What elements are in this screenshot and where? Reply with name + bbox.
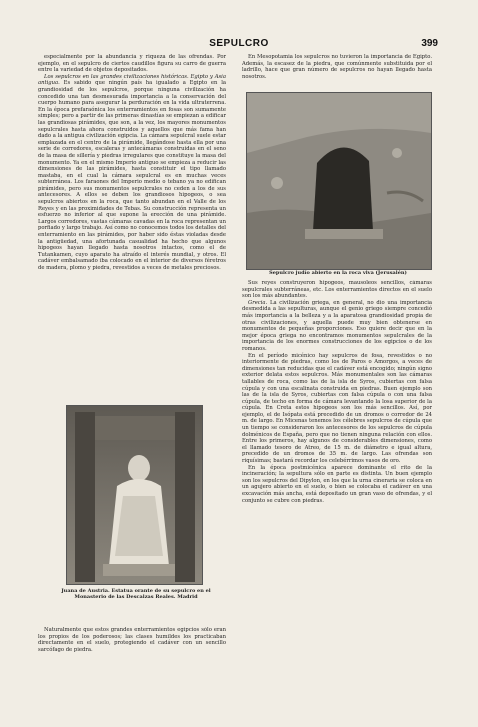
- rock-tomb-illustration: [247, 93, 431, 269]
- page-title: SEPULCRO: [209, 38, 269, 49]
- left-column-bottom: [38, 627, 226, 707]
- right-column-top: [242, 54, 432, 86]
- page-header: [40, 38, 438, 52]
- left-paragraph-2: [38, 74, 226, 272]
- left-paragraph-3: Naturalmente que estos grandes enterramientos egipcios sólo eran los propios de los poderosos; las clases humildes los practicaban directamente en el suelo, protegiendo el cadáver con un sencillo sarcófago de piedra.: [38, 627, 226, 653]
- left-paragraph-2-body: Es sabido que ningún país ha igualado a Egipto en la grandiosidad de los sepulcros, porque ninguna civilización ha concedido una tan desmesurada importancia a la conservación del cuerpo humano para asegurar la perduración en la vida ultraterrena. En la época prefaraónica los enterramientos en fosas son sumamente simples; pero a partir de las primeras dinastías se empiezan a edificar las grandiosas pirámides, que son, a la vez, los mayores monumentos sepulcrales hasta ahora construidos y aquellos que más fama han dado a la antigua civilización egipcia. La cámara sepulcral suele estar emplazada en el centro de la pirámide, llegándose hasta ella por una serie de corredores, escaleras y antecámaras construidas en el seno de la masa de sillería y piedras irregulares que constituye la masa del monumento. Ya en el mismo Imperio antiguo se empieza a reducir las dimensiones de las pirámides, hasta constituir el tipo llamado mastaba, en el cual la cámara sepulcral es en muchas veces subterránea. Los faraones del Imperio medio o tebano ya no edifican pirámides, pero sus monumentos sepulcrales no ceden a los de sus antecesores. A ellos se deben los grandiosos hipogeos, o sea sepulcros abiertos en la roca, que tanto abundan en el Valle de los Reyes y en las proximidades de Tebas. Su construcción representa un esfuerzo no inferior al que supone la erección de una pirámide. Largos corredores, vastas cámaras cavadas en la roca representan un porfiado y largo trabajo. Así como no conocemos todos los detalles del enterramiento en las pirámides, por haber sido éstas violadas desde la antigüedad, una afortunada casualidad ha hecho que algunos hipogeos hayan llegado hasta nosotros intactos, como el de Tutankamen, cuyo aparato ha atraído el interés mundial, y otros. El cadáver embalsamado iba colocado en el interior de diversos féretros de madera, plomo y piedra, revestidos a veces de metales preciosos.: [38, 80, 226, 271]
- statue-caption: Juana de Austria. Estatua orante de su sepulcro en el Monasterio de las Descalzas Reales. Madrid: [61, 588, 211, 600]
- rock-tomb-caption: Sepulcro judío abierto en la roca viva (Jerusalén): [269, 270, 407, 276]
- right-paragraph-3-body: La civilización griega, en general, no dio una importancia desmedida a las sepulturas, aunque el genio griego siempre concedió más importancia a la belleza y a la aparatosa grandiosidad propia de otras civilizaciones, y aquella puede muy bien obtenerse en monumentos de pequeñas proporciones. Eso quiere decir que en la mejor época griega no encontramos monumentos sepulcrales de la importancia de los enormes construcciones de los egipcios o de los romanos.: [242, 299, 432, 352]
- left-column: [38, 54, 226, 719]
- right-paragraph-4: En el período micénico hay sepulcros de fosa, revestidos o no interiormente de piedras, como los de Paros o Amorgos, a veces de dimensiones tan reducidas que el cadáver está encogido; ningún signo exterior delata estos sepulcros. Más monumentales son las cámaras tallables de roca, como las de la isla de Syros, cubiertas con falsa cúpula y con una escalinata construida en piedras. Buen ejemplo son las de la isla de Syros, cubiertas con falsa cúpula o con una falsa cúpula, de techo en forma de cámara levantando la losa superior de la cúpula. En Creta estos hipogeos son los más sencillos. Así, por ejemplo, el de Isópata está precedido de un dromos o corredor de 24 m. de largo. En Micenas tenemos los célebres sepulcros de cúpula que un tiempo se consideraron los antecesores de los sepulcros de cúpula dolménicos de España, pero que no tienen ninguna relación con ellos. Entre los primeros, hay algunos de considerables dimensiones, como el llamado tesoro de Atreo, de 15 m. de diámetro e igual altura, precedido de un dromos de 35 m. de largo. Las ofrendas son riquísimas; bastará recordar los celebérrimos vasos de oro.: [242, 352, 432, 465]
- right-paragraph-2: Sus reyes construyeron hipogeos, mausoleos sencillos, cámaras sepulcrales subterráneas, etc. Los enterramientos directos en el suelo son los más abundantes.: [242, 280, 432, 300]
- rock-tomb-photo: [246, 92, 432, 270]
- right-paragraph-1: En Mesopotamia los sepulcros no tuvieron la importancia de Egipto. Además, la escasez de la piedra, que comúnmente substituida por el ladrillo, hace que gran número de sepulcros no hayan llegado hasta nosotros.: [242, 54, 432, 80]
- right-paragraph-3: [242, 300, 432, 353]
- section-heading-egypt: Los sepulcros en las grandes civilizaciones históricas. Egipto y Asia antigua.: [38, 73, 226, 87]
- statue-photo: [66, 405, 203, 585]
- page-number: 399: [421, 38, 438, 49]
- right-column-bottom: [242, 280, 432, 708]
- statue-illustration: [67, 406, 202, 584]
- left-paragraph-1: especialmente por la abundancia y riqueza de las ofrendas. Por ejemplo, en el sepulcro de ciertos caudillos figura su carro de guerra entre la variedad de objetos depositados.: [38, 54, 226, 74]
- right-paragraph-5: En la época postmicénica aparece dominante el rito de la incineración; la sepultura sólo en parte es distinta. Un buen ejemplo son los sepulcros del Dipylon, en los que la urna cineraria se coloca en un agujero abierto en el suelo, o bien se colocaba el cadáver en una excavación más ancha, está depositado un gran vaso de ofrendas, y el conjunto se cubre con piedras.: [242, 464, 432, 504]
- section-heading-greece: Grecia.: [248, 299, 268, 306]
